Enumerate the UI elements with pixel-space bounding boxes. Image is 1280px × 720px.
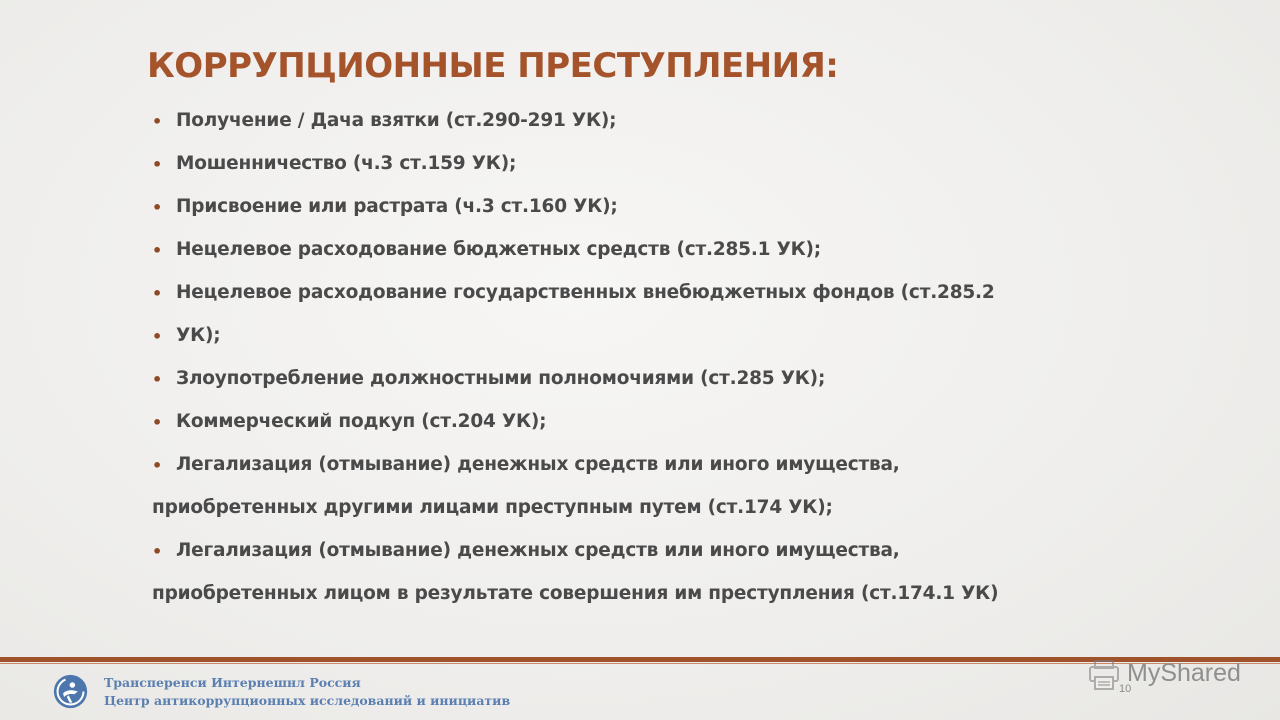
list-item: Нецелевое расходование бюджетных средств (ст.285.1 УК);	[176, 239, 822, 260]
bullet-dot: •	[152, 198, 163, 217]
list-item-continuation: приобретенных другими лицами преступным путем (ст.174 УК);	[152, 497, 833, 518]
bullet-dot: •	[152, 155, 163, 174]
bullet-dot: •	[152, 370, 163, 389]
list-item: Легализация (отмывание) денежных средств или иного имущества,	[176, 454, 900, 475]
list-item: Присвоение или растрата (ч.3 ст.160 УК);	[176, 196, 618, 217]
organization-name: Трансперенси Интернешнл Россия	[104, 675, 361, 690]
list-item: Мошенничество (ч.3 ст.159 УК);	[176, 153, 517, 174]
list-item: Легализация (отмывание) денежных средств или иного имущества,	[176, 540, 900, 561]
printer-icon	[1086, 657, 1122, 693]
bullet-dot: •	[152, 542, 163, 561]
watermark-text: MyShared	[1127, 659, 1241, 687]
bullet-dot: •	[152, 112, 163, 131]
bullet-dot: •	[152, 241, 163, 260]
organization-subtitle: Центр антикоррупционных исследований и инициатив	[104, 693, 511, 708]
bullet-dot: •	[152, 456, 163, 475]
bullet-dot: •	[152, 413, 163, 432]
list-item: Нецелевое расходование государственных внебюджетных фондов (ст.285.2	[176, 282, 995, 303]
bullet-dot: •	[152, 327, 163, 346]
list-item: Коммерческий подкуп (ст.204 УК);	[176, 411, 547, 432]
list-item-continuation: приобретенных лицом в результате совершения им преступления (ст.174.1 УК)	[152, 583, 999, 604]
list-item: Получение / Дача взятки (ст.290-291 УК);	[176, 110, 617, 131]
bullet-dot: •	[152, 284, 163, 303]
list-item: Злоупотребление должностными полномочиями (ст.285 УК);	[176, 368, 826, 389]
transparency-international-logo-icon	[52, 673, 89, 710]
list-item: УК);	[176, 325, 221, 346]
slide-title: КОРРУПЦИОННЫЕ ПРЕСТУПЛЕНИЯ:	[147, 46, 839, 86]
page-number: 10	[1119, 683, 1132, 695]
